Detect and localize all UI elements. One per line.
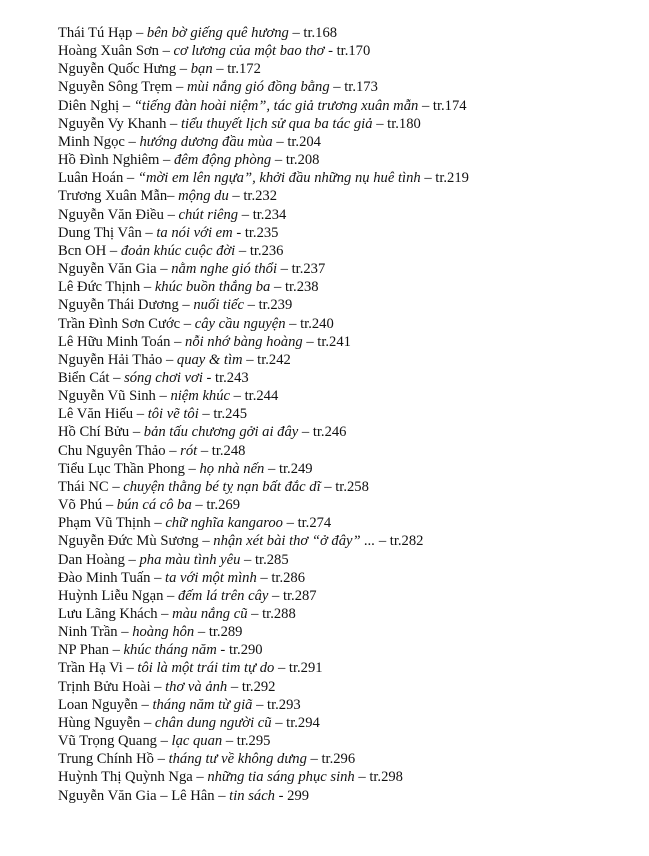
toc-entry-title: khúc buồn thắng ba (154, 279, 271, 296)
toc-entry-separator: – (158, 43, 174, 60)
toc-entry-separator: – (198, 533, 214, 550)
toc-entry-title: đếm lá trên cây (177, 587, 269, 604)
toc-entry-author: Dan Hoàng (58, 551, 125, 568)
toc-entry (58, 242, 638, 260)
toc-entry-title: nỗi nhớ bàng hoàng (185, 333, 303, 350)
toc-entry-author: Ninh Trần (58, 624, 118, 641)
toc-entry-page: – tr.174 (418, 97, 467, 114)
toc-entry-separator: – (159, 152, 174, 169)
toc-entry-title: chút riêng (178, 206, 239, 223)
toc-entry-author: Võ Phú (58, 497, 103, 514)
toc-entry-page: – tr.287 (268, 587, 317, 604)
toc-entry-separator: – (122, 660, 138, 677)
toc-entry-author: Trung Chính Hồ (58, 751, 154, 768)
toc-entry-author: Thái Tú Hạp (58, 25, 133, 41)
toc-entry-author: Nguyễn Vy Khanh (58, 115, 167, 132)
toc-entry-title: lạc quan (171, 733, 223, 750)
toc-entry (58, 460, 638, 478)
toc-entry-title: cây cầu nguyện (194, 315, 286, 332)
toc-entry-author: Nguyễn Văn Điều (58, 206, 164, 223)
toc-entry (58, 605, 638, 623)
toc-entry (58, 60, 638, 78)
toc-entry-title: những tia sáng phục sinh (207, 769, 355, 786)
toc-entry-title: niệm khúc (170, 388, 231, 405)
toc-entry-title: tiểu thuyết lịch sử qua ba tác giả (180, 115, 373, 132)
toc-entry-author: Trần Đình Sơn Cước (58, 315, 181, 332)
toc-entry-author: Nguyễn Văn Gia (58, 261, 157, 278)
toc-entry-author: Nguyễn Thái Dương (58, 297, 179, 314)
toc-entry (58, 387, 638, 405)
toc-entry-page: – tr.298 (354, 769, 403, 786)
toc-entry-author: Lưu Lãng Khách (58, 606, 158, 622)
toc-entry (58, 296, 638, 314)
toc-entry (58, 333, 638, 351)
toc-entry-page: – tr.293 (252, 696, 301, 713)
toc-entry-separator: – (176, 61, 191, 78)
toc-entry (58, 78, 638, 96)
toc-entry-page: – tr.232 (228, 188, 278, 205)
toc-entry-title: cơ lương của một bao thơ (173, 43, 325, 60)
toc-entry-page: – tr.180 (372, 115, 421, 132)
toc-entry-title: bạn (190, 61, 213, 78)
toc-entry-author: Lê Hữu Minh Toán (58, 333, 171, 350)
toc-entry-page: – tr.237 (277, 261, 326, 278)
toc-entry-page: – tr.295 (222, 733, 271, 750)
toc-entry (58, 187, 638, 205)
toc-entry-title: ta với một mình (165, 569, 257, 586)
toc-entry-separator: – (162, 351, 177, 368)
toc-entry (58, 442, 638, 460)
toc-entry-separator: – (108, 642, 124, 659)
toc-entry (58, 768, 638, 786)
toc-entry-page: – tr.173 (329, 79, 378, 96)
toc-entry-author: Diên Nghị (58, 97, 120, 114)
toc-entry-author: Nguyễn Quốc Hưng (58, 61, 177, 78)
toc-entry-page: – tr.242 (242, 351, 291, 368)
toc-entry-page: – tr.285 (240, 551, 289, 568)
toc-entry-author: Trần Hạ Vi (58, 660, 123, 677)
toc-entry-author: Loan Nguyễn (58, 696, 138, 713)
toc-entry-title: nhận xét bài thơ “ở đây” ... (213, 533, 376, 550)
toc-entry-author: Tiểu Lục Thần Phong (58, 460, 185, 477)
toc-entry-author: Luân Hoán (58, 170, 124, 187)
toc-entry-author: Phạm Vũ Thịnh (58, 515, 151, 532)
toc-entry (58, 278, 638, 296)
toc-entry-page: - tr.290 (216, 642, 263, 659)
toc-entry-title: bản tấu chương gởi ai đây (143, 424, 299, 441)
toc-entry-author: Vũ Trọng Quang (58, 733, 157, 750)
toc-entry-separator: – (137, 696, 153, 713)
toc-entry-separator: – (140, 714, 155, 731)
toc-entry-title: chuyện thằng bé tỵ nạn bất đắc dĩ (123, 478, 321, 495)
toc-entry-page: – tr.248 (197, 442, 246, 459)
toc-entry-separator: – (109, 369, 125, 386)
toc-entry-page: – tr.236 (235, 242, 284, 259)
toc-entry-separator: – (119, 97, 134, 114)
toc-entry-separator: – (124, 551, 140, 568)
toc-entry-page: – tr.208 (271, 152, 320, 169)
toc-entry-page: – tr.168 (288, 25, 338, 41)
toc-entry-separator: – (153, 751, 169, 768)
toc-entry (58, 532, 638, 550)
toc-entry-title: nuối tiếc (193, 297, 245, 314)
toc-entry-separator: – (163, 206, 179, 223)
toc-entry-author: Thái NC (58, 478, 109, 495)
toc-entry (58, 587, 638, 605)
toc-entry-separator: – (192, 769, 208, 786)
toc-entry-title: bên bờ giếng quê hương (146, 25, 289, 41)
toc-entry (58, 133, 638, 151)
toc-entry (58, 24, 638, 42)
toc-entry-title: pha màu tình yêu (139, 551, 241, 568)
toc-entry-author: Trương Xuân Mẫn (58, 188, 168, 205)
toc-entry-author: Lê Văn Hiếu (58, 406, 134, 423)
toc-entry-page: – tr.245 (198, 406, 248, 423)
toc-entry (58, 151, 638, 169)
toc-entry-page: – tr.286 (256, 569, 305, 586)
toc-entry-title: hướng dương đầu mùa (139, 133, 273, 150)
toc-entry-page: - tr.243 (202, 369, 249, 386)
toc-entry (58, 678, 638, 696)
toc-entry-title: tin sách (229, 787, 275, 804)
toc-entry-author: Nguyễn Sông Trẹm (58, 79, 173, 96)
toc-entry-separator: – (163, 587, 178, 604)
toc-entry-author: Hoàng Xuân Sơn (58, 43, 159, 60)
toc-entry-page: – tr.239 (244, 297, 293, 314)
toc-entry-page: – tr.238 (270, 279, 319, 296)
toc-entry-separator: – (133, 406, 148, 423)
toc-entry-author: Trịnh Bửu Hoài (58, 678, 151, 695)
toc-entry-page: – tr.289 (194, 624, 243, 641)
toc-entry-separator: – (132, 25, 147, 41)
toc-entry-title: rót (180, 442, 198, 459)
toc-entry (58, 496, 638, 514)
toc-entry-page: - tr.235 (232, 224, 279, 241)
toc-entry-page: – tr.249 (264, 460, 313, 477)
toc-entry-page: – tr.292 (227, 678, 276, 695)
toc-entry-separator: – (166, 115, 181, 132)
toc-entry-separator: – (102, 497, 117, 514)
toc-entry-author: Chu Nguyên Thảo (58, 442, 166, 459)
toc-entry-separator: – (129, 424, 144, 441)
toc-entry (58, 696, 638, 714)
toc-entry-separator: – (167, 188, 179, 205)
toc-entry-title: màu nắng cũ (172, 606, 248, 622)
toc-entry-page: - 299 (274, 787, 310, 804)
toc-entry-separator: – (150, 678, 166, 695)
toc-entry-title: đêm động phòng (173, 152, 272, 169)
toc-entry (58, 551, 638, 569)
toc-entry-title: sóng chơi vơi (124, 369, 203, 386)
toc-entry-separator: – (140, 279, 155, 296)
toc-entry (58, 659, 638, 677)
toc-entry-title: chân dung người cũ (154, 714, 272, 731)
toc-entry-author: NP Phan (58, 642, 109, 659)
toc-entry-title: đoản khúc cuộc đời (120, 242, 236, 259)
toc-entry (58, 714, 638, 732)
toc-entry (58, 641, 638, 659)
toc-entry-page: – tr.288 (247, 606, 296, 622)
toc-entry (58, 369, 638, 387)
toc-entry (58, 405, 638, 423)
toc-entry-page: – tr.274 (282, 515, 332, 532)
toc-entry-page: – tr.291 (274, 660, 323, 677)
toc-entry (58, 514, 638, 532)
toc-entry-title: “tiếng đàn hoài niệm”, tác giả trương xuân mẫn (133, 97, 419, 114)
toc-entry-title: hoàng hôn (132, 624, 195, 641)
toc-entry (58, 787, 638, 805)
toc-entry-title: tháng tư về không dưng (168, 751, 307, 768)
toc-entry (58, 97, 638, 115)
toc-entry-title: quay & tìm (176, 351, 243, 368)
toc-entry-title: ta nói với em (156, 224, 233, 241)
toc-entry-separator: – (141, 224, 157, 241)
toc-entry-page: – tr.219 (420, 170, 469, 187)
toc-entry-separator: – (184, 460, 200, 477)
toc-entry (58, 732, 638, 750)
toc-entry-page: – tr.258 (320, 478, 369, 495)
toc-entry-author: Nguyễn Vũ Sinh (58, 388, 156, 405)
toc-entry-author: Huỳnh Thị Quỳnh Nga (58, 769, 193, 786)
toc-entry-title: tháng năm từ giã (152, 696, 253, 713)
toc-entry (58, 315, 638, 333)
toc-entry-page: - tr.170 (324, 43, 371, 60)
toc-entry (58, 169, 638, 187)
toc-entry-separator: – (157, 606, 173, 622)
toc-entry-page: – tr.296 (306, 751, 356, 768)
toc-entry-author: Dung Thị Vân (58, 224, 142, 241)
toc-entry-separator: – (117, 624, 133, 641)
toc-entry-author: Lê Đức Thịnh (58, 279, 141, 296)
toc-entry-page: – tr.204 (272, 133, 321, 150)
toc-entry-separator: – (156, 733, 172, 750)
table-of-contents (58, 24, 638, 805)
toc-entry-title: khúc tháng năm (123, 642, 217, 659)
toc-entry-author: Hồ Chí Bửu (58, 424, 130, 441)
toc-entry (58, 42, 638, 60)
toc-entry-author: Bcn OH (58, 242, 107, 259)
toc-entry-separator: – (165, 442, 181, 459)
toc-entry-separator: – (170, 333, 186, 350)
toc-entry-author: Đào Minh Tuấn (58, 569, 151, 586)
toc-entry (58, 478, 638, 496)
toc-entry-title: tôi vẽ tôi (147, 406, 199, 423)
toc-entry-title: nằm nghe gió thổi (171, 261, 278, 278)
toc-entry (58, 623, 638, 641)
toc-entry-separator: – (150, 569, 166, 586)
toc-entry (58, 423, 638, 441)
toc-entry-title: họ nhà nến (199, 460, 265, 477)
toc-entry-title: mộng du (178, 188, 229, 205)
toc-entry-title: chữ nghĩa kangaroo (165, 515, 283, 532)
toc-entry-page: – tr.241 (302, 333, 351, 350)
toc-entry-title: tôi là một trái tim tự do (137, 660, 275, 677)
toc-entry-page: – tr.234 (238, 206, 287, 223)
toc-entry-page: – tr.269 (191, 497, 241, 514)
toc-entry (58, 115, 638, 133)
toc-entry-page: – tr.294 (271, 714, 320, 731)
toc-entry-author: Biển Cát (58, 369, 110, 386)
toc-entry-separator: – (156, 261, 172, 278)
toc-entry-page: – tr.172 (212, 61, 261, 78)
toc-entry-separator: – (155, 388, 171, 405)
toc-entry-author: Nguyễn Văn Gia – Lê Hân (58, 787, 215, 804)
toc-entry (58, 750, 638, 768)
toc-entry (58, 351, 638, 369)
toc-entry-separator: – (172, 79, 187, 96)
toc-entry-title: “mời em lên ngựa”, khởi đầu những nụ huê tình (137, 170, 421, 187)
toc-entry-page: – tr.246 (298, 424, 347, 441)
toc-entry-page: – tr.240 (285, 315, 334, 332)
toc-entry-separator: – (178, 297, 194, 314)
toc-entry-page: – tr.244 (230, 388, 279, 405)
toc-entry-author: Huỳnh Liễu Ngạn (58, 587, 164, 604)
toc-entry-author: Hồ Đình Nghiêm (58, 152, 160, 169)
toc-entry-author: Minh Ngọc (58, 133, 125, 150)
toc-entry-author: Nguyễn Đức Mù Sương (58, 533, 199, 550)
toc-entry-separator: – (108, 478, 124, 495)
toc-entry-title: mùi nắng gió đồng bằng (186, 79, 330, 96)
toc-entry-separator: – (214, 787, 230, 804)
toc-entry-author: Nguyễn Hải Thảo (58, 351, 163, 368)
toc-entry-title: thơ và ảnh (165, 678, 228, 695)
toc-entry-separator: – (106, 242, 121, 259)
toc-entry-author: Hùng Nguyễn (58, 714, 141, 731)
toc-entry-separator: – (123, 170, 138, 187)
toc-entry-page: – tr.282 (375, 533, 424, 550)
toc-entry (58, 260, 638, 278)
toc-entry-separator: – (150, 515, 166, 532)
toc-entry (58, 206, 638, 224)
toc-entry (58, 569, 638, 587)
toc-entry-separator: – (124, 133, 140, 150)
toc-entry-separator: – (180, 315, 195, 332)
toc-entry-title: bún cá cô ba (116, 497, 192, 514)
toc-entry (58, 224, 638, 242)
